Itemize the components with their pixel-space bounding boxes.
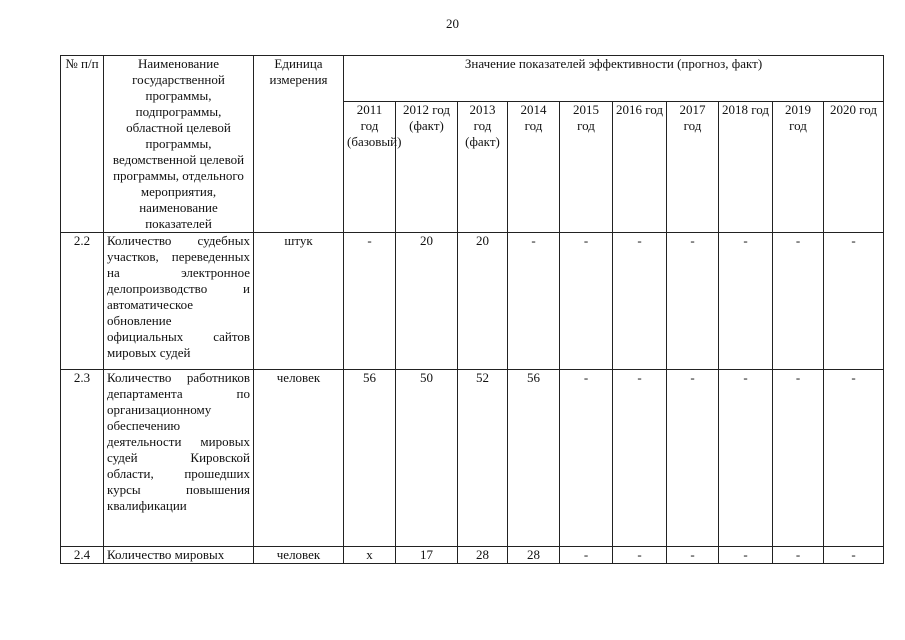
row-value: - (613, 370, 667, 547)
row-value: - (667, 233, 719, 370)
row-name: Количество мировых (104, 547, 254, 564)
row-num: 2.2 (61, 233, 104, 370)
row-value: 17 (396, 547, 458, 564)
row-value: 20 (396, 233, 458, 370)
row-value: - (719, 547, 773, 564)
row-value: - (719, 233, 773, 370)
header-row-1 (61, 56, 884, 102)
header-year-2011: 2011 год (базовый) (344, 101, 396, 232)
row-value: - (508, 233, 560, 370)
row-value: - (773, 370, 824, 547)
row-unit: человек (254, 547, 344, 564)
row-value: 28 (508, 547, 560, 564)
row-value: - (560, 547, 613, 564)
row-value: 56 (508, 370, 560, 547)
row-value: - (344, 233, 396, 370)
row-value: 20 (458, 233, 508, 370)
header-year-2012: 2012 год (факт) (396, 101, 458, 232)
performance-indicators-table (60, 55, 884, 564)
header-unit: Единица измерения (254, 56, 344, 233)
row-value: - (719, 370, 773, 547)
header-year-2015: 2015 год (560, 101, 613, 232)
row-name: Количество работников департамента по организационному обеспечению деятельности мировых судей Кировской области, прошедших курсы повышения квалификации (104, 370, 254, 547)
header-year-2013: 2013 год (факт) (458, 101, 508, 232)
header-year-2017: 2017 год (667, 101, 719, 232)
header-year-2016: 2016 год (613, 101, 667, 232)
row-value: 52 (458, 370, 508, 547)
page-number: 20 (446, 16, 459, 31)
table-row (61, 233, 884, 370)
row-value: - (773, 233, 824, 370)
row-value: - (824, 370, 884, 547)
table-row (61, 370, 884, 547)
row-value: - (560, 233, 613, 370)
row-value: 28 (458, 547, 508, 564)
row-value: - (824, 233, 884, 370)
header-year-2014: 2014 год (508, 101, 560, 232)
table-row (61, 547, 884, 564)
row-value: - (613, 233, 667, 370)
row-value: 50 (396, 370, 458, 547)
row-unit: человек (254, 370, 344, 547)
header-values-group: Значение показателей эффективности (прогноз, факт) (344, 56, 884, 102)
row-num: 2.3 (61, 370, 104, 547)
header-num: № п/п (61, 56, 104, 233)
row-value: - (773, 547, 824, 564)
row-value: - (667, 370, 719, 547)
header-year-2019: 2019 год (773, 101, 824, 232)
row-num: 2.4 (61, 547, 104, 564)
row-value: - (560, 370, 613, 547)
row-value: x (344, 547, 396, 564)
row-value: - (667, 547, 719, 564)
row-value: - (613, 547, 667, 564)
row-name: Количество судебных участков, переведенных на электронное делопроизводство и автоматическое обновление официальных сайтов мировых судей (104, 233, 254, 370)
row-value: 56 (344, 370, 396, 547)
header-year-2018: 2018 год (719, 101, 773, 232)
row-value: - (824, 547, 884, 564)
row-unit: штук (254, 233, 344, 370)
header-name: Наименование государственной программы, подпрограммы, областной целевой программы, ведомственной целевой программы, отдельного мероприятия, наименование показателей (104, 56, 254, 233)
header-year-2020: 2020 год (824, 101, 884, 232)
